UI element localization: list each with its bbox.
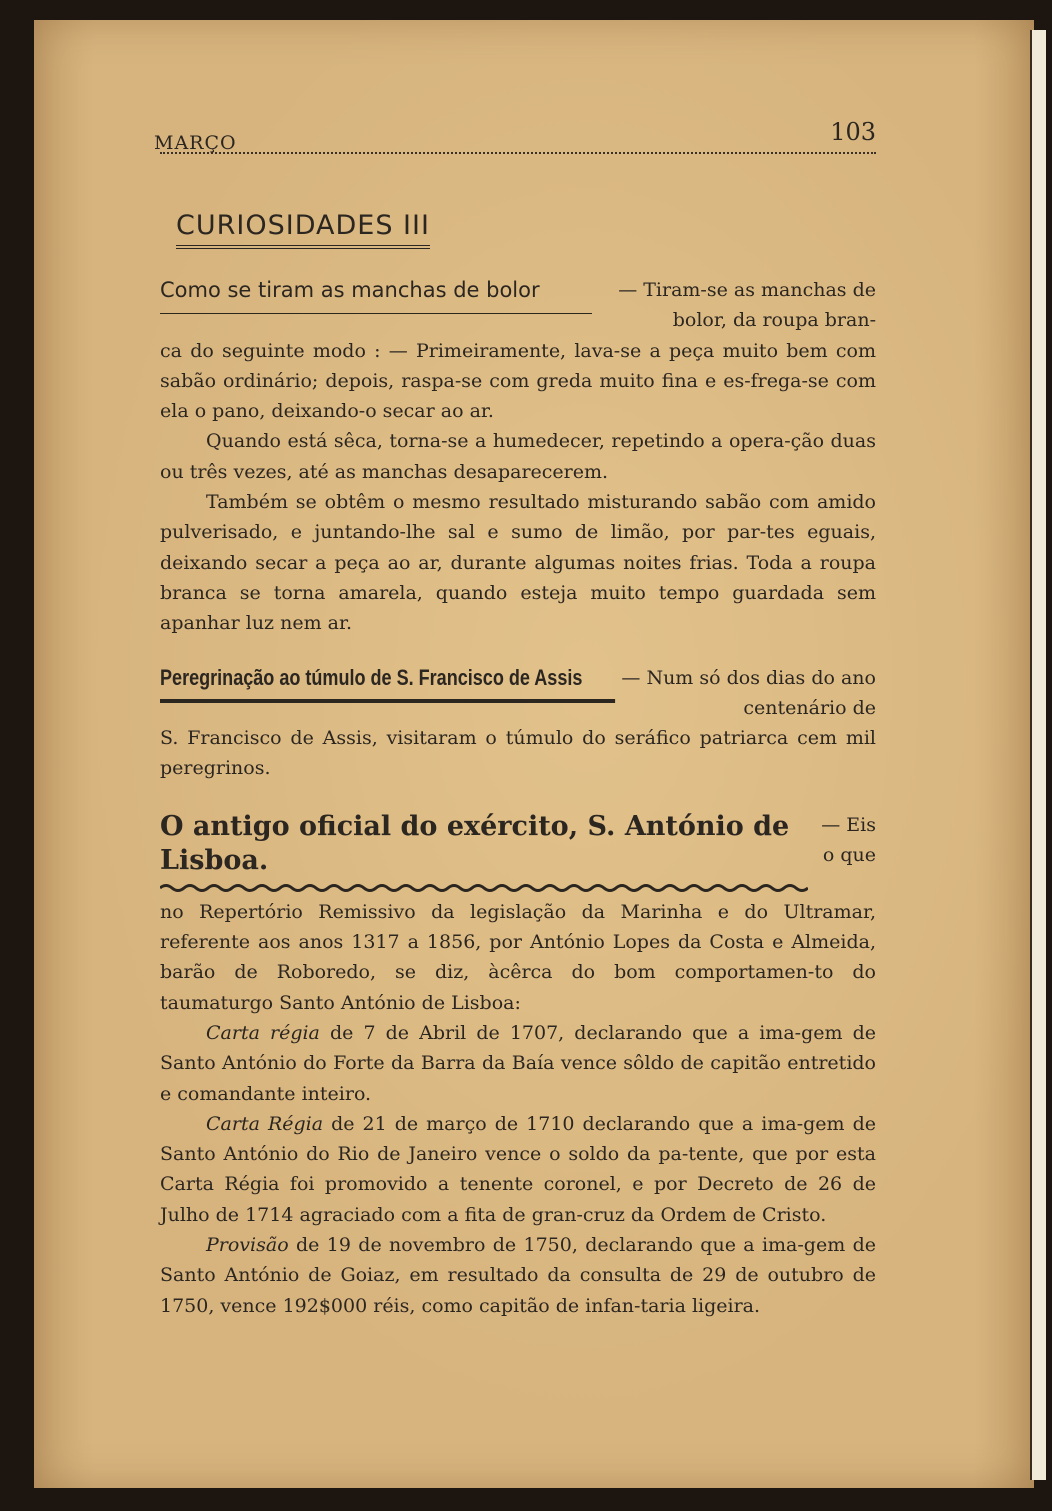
article-1-heading-row bbox=[160, 275, 876, 336]
running-head-month: MARÇO bbox=[154, 132, 237, 154]
article-1-first-line: — Tiram-se as manchas de bolor, da roupa bran- bbox=[618, 279, 876, 332]
page-content bbox=[154, 110, 876, 1321]
article-1-para-3: Também se obtêm o mesmo resultado misturando sabão com amido pulverisado, e juntando-lhe sal e sumo de limão, por par-tes eguais, deixando secar a peça ao ar, durante algumas noites frias. Toda a roupa branca se torna amarela, quando esteja muito tempo guardada sem apanhar luz nem ar. bbox=[160, 491, 876, 635]
para-4-lead: Provisão bbox=[206, 1234, 289, 1257]
running-header bbox=[154, 110, 876, 154]
article-3-para-1: no Repertório Remissivo da legislação da Marinha e do Ultramar, referente aos anos 1317 a 1856, por António Lopes da Costa e Almeida, barão de Roboredo, se diz, àcêrca do bom comportamen-to do taumaturgo Santo António de Lisboa: bbox=[160, 900, 876, 1014]
article-1-para-2: Quando está sêca, torna-se a humedecer, repetindo a opera-ção duas ou três vezes, até as manchas desaparecerem. bbox=[160, 430, 876, 483]
article-3-para-2 bbox=[160, 1018, 876, 1109]
page-edge bbox=[1030, 30, 1046, 1480]
page-number: 103 bbox=[830, 118, 876, 146]
article-3-heading: O antigo oficial do exército, S. António de Lisboa. bbox=[160, 810, 790, 876]
article-2-heading-row bbox=[160, 663, 876, 724]
para-2-lead: Carta régia bbox=[206, 1021, 320, 1044]
wavy-underline bbox=[160, 883, 808, 893]
section-title: CURIOSIDADES III bbox=[176, 210, 430, 249]
article-3-para-3 bbox=[160, 1109, 876, 1230]
article-3-first-line: — Eis o que bbox=[821, 813, 876, 867]
article-1-heading: Como se tiram as manchas de bolor bbox=[160, 275, 592, 314]
para-4-text: de 19 de novembro de 1750, declarando que a ima-gem de Santo António de Goiaz, em resultado da consulta de 29 de outubro de 1750, vence 192$000 réis, como capitão de infan-taria ligeira. bbox=[160, 1234, 876, 1317]
para-3-lead: Carta Régia bbox=[206, 1112, 324, 1135]
para-2-text: de 7 de Abril de 1707, declarando que a ima-gem de Santo António do Forte da Barra da Baía vence sôldo de capitão entretido e comandante inteiro. bbox=[160, 1021, 876, 1105]
article-1-para-1: ca do seguinte modo : — Primeiramente, lava-se a peça muito bem com sabão ordinário; depois, raspa-se com greda muito fina e es-frega-se com ela o pano, deixando-o secar ao ar. bbox=[160, 339, 876, 423]
article-3-heading-block bbox=[160, 810, 808, 897]
article-2-heading: Peregrinação ao túmulo de S. Francisco de Assis bbox=[160, 663, 615, 703]
article-2-first-line: — Num só dos dias do ano centenário de bbox=[621, 666, 876, 719]
para-3-text: de 21 de março de 1710 declarando que a ima-gem de Santo António do Rio de Janeiro vence o soldo da pa-tente, que por esta Carta Régia foi promovido a tenente coronel, e por Decreto de 26 de Julho de 1714 agraciado com a fita de gran-cruz da Ordem de Cristo. bbox=[160, 1112, 876, 1226]
article-3-heading-row bbox=[160, 810, 876, 897]
article-2-para-1: S. Francisco de Assis, visitaram o túmulo do seráfico patriarca cem mil peregrinos. bbox=[160, 727, 876, 780]
article-3-para-4 bbox=[160, 1230, 876, 1321]
